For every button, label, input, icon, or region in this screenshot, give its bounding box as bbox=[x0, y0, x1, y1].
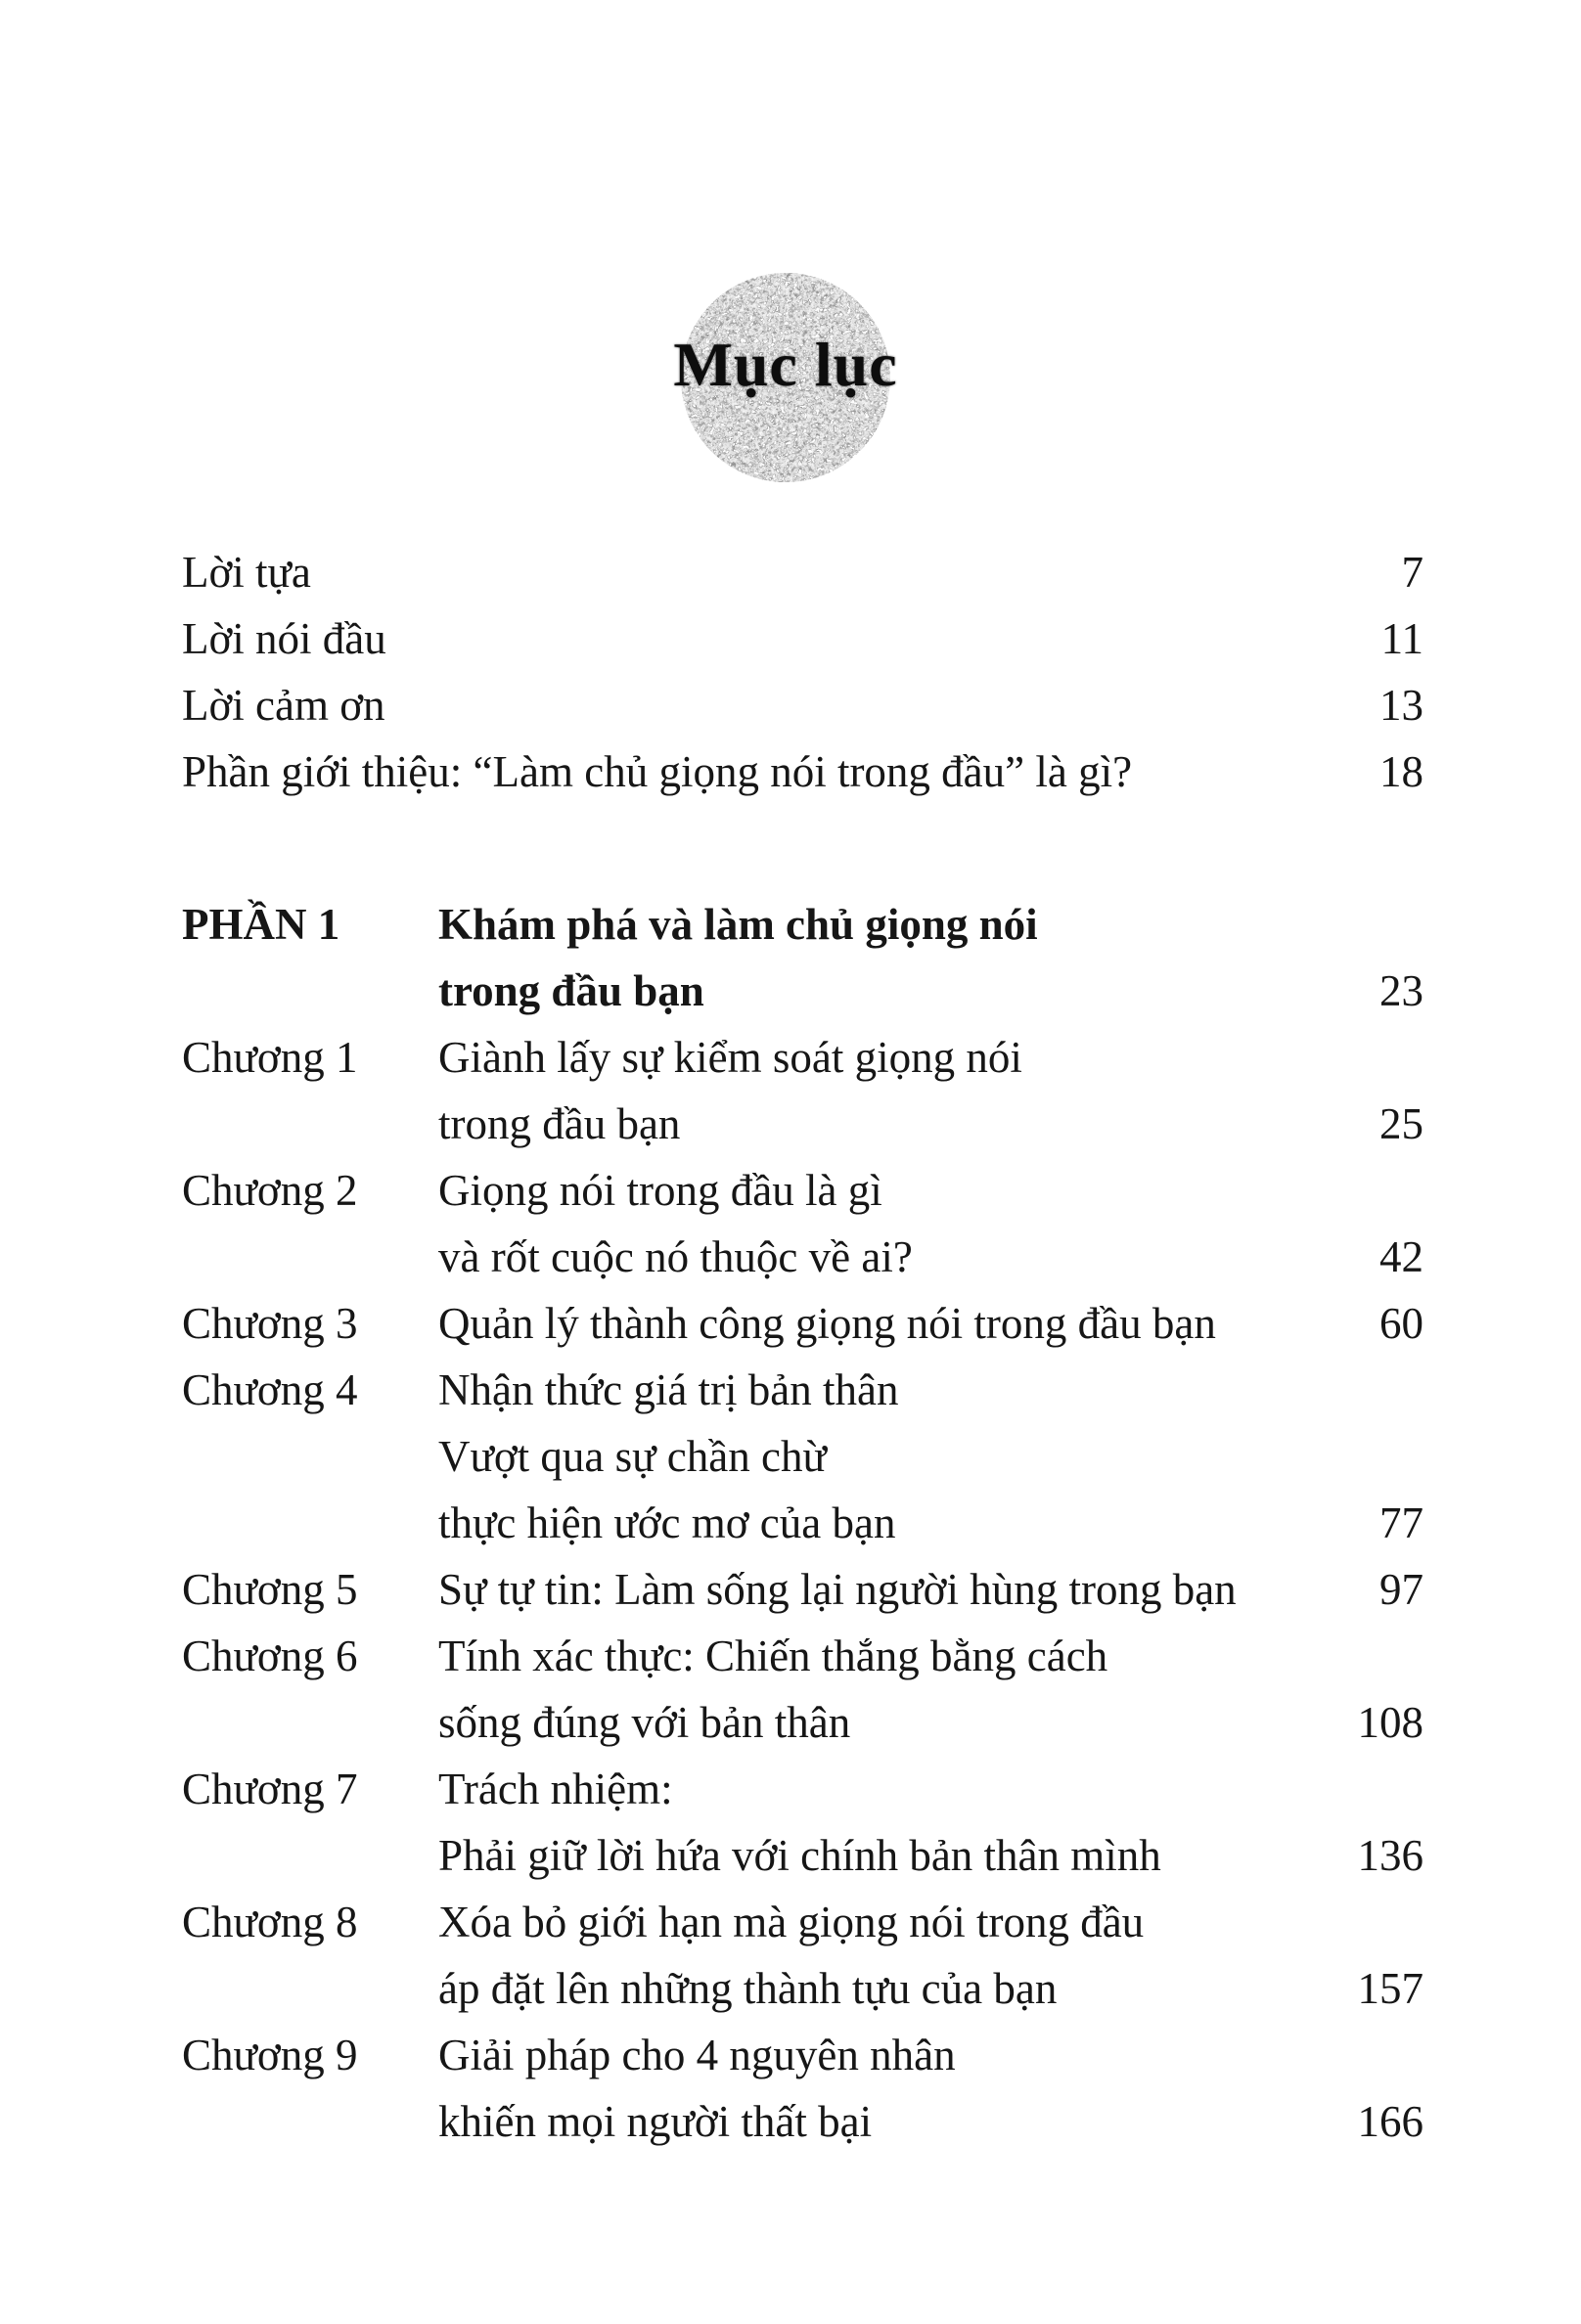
page-number: 136 bbox=[1357, 1831, 1423, 1880]
toc-title-line: Sự tự tin: Làm sống lại người hùng trong bạn bbox=[438, 1565, 1237, 1614]
toc-title-line: Vượt qua sự chần chừ bbox=[438, 1432, 827, 1481]
toc-entry-label: PHẦN 1 bbox=[182, 900, 340, 949]
toc-entry-label: Chương 9 bbox=[182, 2031, 358, 2079]
toc-title-line: Xóa bỏ giới hạn mà giọng nói trong đầu bbox=[438, 1898, 1145, 1946]
toc-entry bbox=[182, 1889, 1423, 2022]
page-number: 11 bbox=[1380, 614, 1423, 663]
toc-title-line: Tính xác thực: Chiến thắng bằng cách bbox=[438, 1631, 1108, 1680]
toc-entry-label: Chương 4 bbox=[182, 1365, 358, 1414]
page-number: 7 bbox=[1401, 548, 1423, 597]
toc-entry bbox=[182, 1756, 1423, 1889]
page-title: Mục lục bbox=[673, 330, 898, 399]
toc-title-line: trong đầu bạn bbox=[438, 1099, 681, 1148]
toc-entry-title bbox=[438, 1157, 1316, 1290]
toc-title-line: và rốt cuộc nó thuộc về ai? bbox=[438, 1232, 913, 1281]
toc-entry bbox=[182, 891, 1423, 1024]
front-matter-row bbox=[182, 605, 1423, 672]
toc-entry bbox=[182, 2022, 1423, 2155]
toc-entry-title bbox=[438, 1556, 1316, 1623]
front-matter-label: Lời tựa bbox=[182, 548, 311, 597]
toc-entry-title bbox=[438, 1290, 1316, 1357]
toc-entry-label: Chương 5 bbox=[182, 1565, 358, 1614]
front-matter-label: Lời cảm ơn bbox=[182, 681, 385, 730]
toc-entry-title bbox=[438, 2022, 1316, 2155]
toc-title-line: Khám phá và làm chủ giọng nói bbox=[438, 900, 1038, 949]
toc-entry-label: Chương 3 bbox=[182, 1299, 358, 1348]
front-matter-row bbox=[182, 539, 1423, 605]
toc-entry-label: Chương 2 bbox=[182, 1166, 358, 1215]
toc-entry bbox=[182, 1556, 1423, 1623]
toc-title-line: Giải pháp cho 4 nguyên nhân bbox=[438, 2031, 956, 2079]
toc-entry bbox=[182, 1290, 1423, 1357]
toc-list bbox=[182, 891, 1423, 2155]
page-number: 166 bbox=[1357, 2097, 1423, 2146]
toc-entry-title bbox=[438, 1024, 1316, 1157]
page-number: 108 bbox=[1357, 1698, 1423, 1747]
front-matter-row bbox=[182, 738, 1423, 805]
front-matter-label: Lời nói đầu bbox=[182, 614, 386, 663]
toc-entry bbox=[182, 1157, 1423, 1290]
toc-title-line: Nhận thức giá trị bản thân bbox=[438, 1365, 899, 1414]
page-number: 42 bbox=[1379, 1232, 1423, 1281]
toc-title-line: thực hiện ước mơ của bạn bbox=[438, 1498, 896, 1547]
toc-title-line: sống đúng với bản thân bbox=[438, 1698, 851, 1747]
toc-title-line: trong đầu bạn bbox=[438, 966, 704, 1015]
toc-entry bbox=[182, 1623, 1423, 1756]
page-number: 60 bbox=[1379, 1299, 1423, 1348]
toc-title-line: Phải giữ lời hứa với chính bản thân mình bbox=[438, 1831, 1161, 1880]
page-number: 25 bbox=[1379, 1099, 1423, 1148]
toc-entry-label: Chương 8 bbox=[182, 1898, 358, 1946]
page-number: 157 bbox=[1357, 1964, 1423, 2013]
toc-title-line: khiến mọi người thất bại bbox=[438, 2097, 873, 2146]
toc-entry-label: Chương 6 bbox=[182, 1631, 358, 1680]
front-matter-row bbox=[182, 672, 1423, 738]
toc-title-line: Giọng nói trong đầu là gì bbox=[438, 1166, 882, 1215]
toc-title-line: Giành lấy sự kiểm soát giọng nói bbox=[438, 1033, 1022, 1082]
front-matter-label: Phần giới thiệu: “Làm chủ giọng nói trong đầu” là gì? bbox=[182, 747, 1133, 796]
toc-entry-title bbox=[438, 1756, 1316, 1889]
toc-title-line: áp đặt lên những thành tựu của bạn bbox=[438, 1964, 1058, 2013]
page-number: 18 bbox=[1379, 747, 1423, 796]
toc-entry-title bbox=[438, 1623, 1316, 1756]
toc-entry bbox=[182, 1024, 1423, 1157]
toc-entry-title bbox=[438, 1889, 1316, 2022]
page-number: 97 bbox=[1379, 1565, 1423, 1614]
toc-title-line: Trách nhiệm: bbox=[438, 1765, 673, 1813]
toc-entry-title bbox=[438, 891, 1316, 1024]
toc-title-line: Quản lý thành công giọng nói trong đầu bạn bbox=[438, 1299, 1216, 1348]
page-number: 13 bbox=[1379, 681, 1423, 730]
page-number: 77 bbox=[1379, 1498, 1423, 1547]
front-matter-list bbox=[182, 0, 1423, 805]
toc-entry-label: Chương 1 bbox=[182, 1033, 358, 1082]
page-number: 23 bbox=[1379, 966, 1423, 1015]
toc-entry bbox=[182, 1357, 1423, 1556]
toc-entry-title bbox=[438, 1357, 1316, 1556]
toc-entry-label: Chương 7 bbox=[182, 1765, 358, 1813]
